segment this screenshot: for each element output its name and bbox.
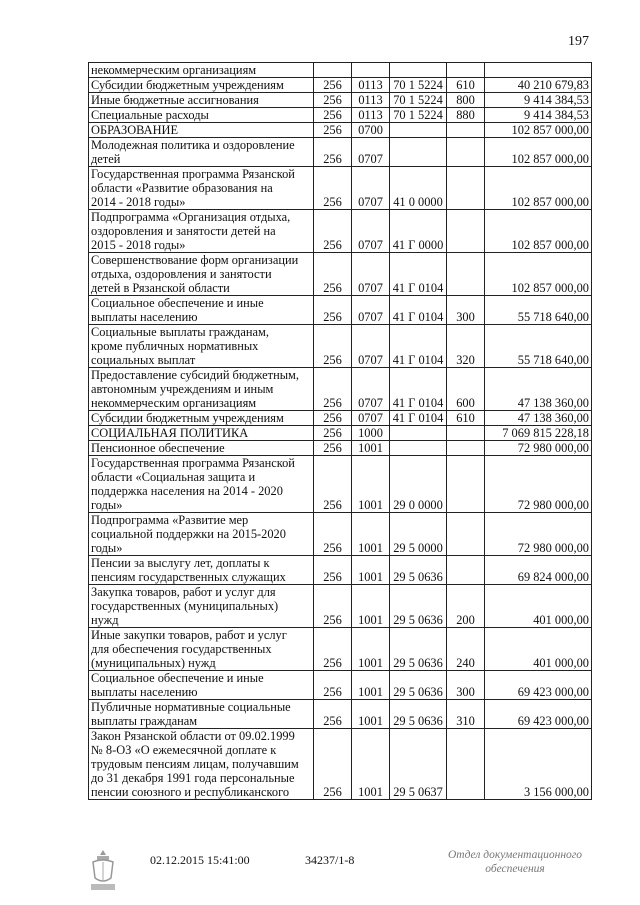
row-ved-cell: 256 [314, 411, 352, 426]
row-cs-cell: 29 5 0636 [390, 700, 447, 729]
row-ved-cell: 256 [314, 585, 352, 628]
table-row [89, 729, 592, 800]
row-ved-cell: 256 [314, 456, 352, 513]
row-rz-cell: 0707 [352, 325, 390, 368]
row-vr-cell: 300 [447, 671, 485, 700]
row-ved-cell: 256 [314, 167, 352, 210]
row-name-cell: Иные бюджетные ассигнования [89, 93, 314, 108]
row-name-cell: Закон Рязанской области от 09.02.1999 № 8-ОЗ «О ежемесячной доплате к трудовым пенсиям лицам, получавшим до 31 декабря 1991 года персональные пенсии союзного и республиканского [89, 729, 314, 800]
row-ved-cell: 256 [314, 108, 352, 123]
row-rz-cell: 1001 [352, 556, 390, 585]
row-cs-cell [390, 426, 447, 441]
table-row [89, 253, 592, 296]
row-sum-cell: 55 718 640,00 [485, 325, 592, 368]
row-sum-cell: 69 423 000,00 [485, 700, 592, 729]
row-cs-cell: 70 1 5224 [390, 78, 447, 93]
row-sum-cell: 47 138 360,00 [485, 368, 592, 411]
row-name-cell: Субсидии бюджетным учреждениям [89, 78, 314, 93]
row-vr-cell [447, 513, 485, 556]
row-sum-cell: 72 980 000,00 [485, 456, 592, 513]
row-name-cell: СОЦИАЛЬНАЯ ПОЛИТИКА [89, 426, 314, 441]
table-row [89, 368, 592, 411]
row-vr-cell: 800 [447, 93, 485, 108]
row-vr-cell: 310 [447, 700, 485, 729]
row-vr-cell: 610 [447, 78, 485, 93]
row-sum-cell: 401 000,00 [485, 628, 592, 671]
row-vr-cell [447, 729, 485, 800]
row-rz-cell: 0707 [352, 296, 390, 325]
row-name-cell: Молодежная политика и оздоровление детей [89, 138, 314, 167]
row-cs-cell [390, 138, 447, 167]
row-ved-cell: 256 [314, 729, 352, 800]
row-rz-cell: 0707 [352, 368, 390, 411]
row-cs-cell: 41 Г 0104 [390, 368, 447, 411]
row-name-cell: Государственная программа Рязанской области «Развитие образования на 2014 - 2018 годы» [89, 167, 314, 210]
row-name-cell: Предоставление субсидий бюджетным, автономным учреждениям и иным некоммерческим организациям [89, 368, 314, 411]
row-sum-cell: 102 857 000,00 [485, 138, 592, 167]
row-ved-cell: 256 [314, 93, 352, 108]
row-vr-cell [447, 456, 485, 513]
row-cs-cell [390, 123, 447, 138]
table-row [89, 628, 592, 671]
row-ved-cell: 256 [314, 441, 352, 456]
row-name-cell: Иные закупки товаров, работ и услуг для обеспечения государственных (муниципальных) нужд [89, 628, 314, 671]
row-rz-cell: 0113 [352, 78, 390, 93]
table-row [89, 513, 592, 556]
row-name-cell: Социальные выплаты гражданам, кроме публичных нормативных социальных выплат [89, 325, 314, 368]
row-ved-cell: 256 [314, 253, 352, 296]
row-vr-cell [447, 138, 485, 167]
table-row [89, 585, 592, 628]
row-sum-cell: 9 414 384,53 [485, 108, 592, 123]
row-cs-cell: 41 Г 0104 [390, 411, 447, 426]
table-row [89, 108, 592, 123]
row-vr-cell [447, 63, 485, 78]
row-vr-cell [447, 123, 485, 138]
row-vr-cell: 600 [447, 368, 485, 411]
row-sum-cell: 102 857 000,00 [485, 210, 592, 253]
row-ved-cell: 256 [314, 368, 352, 411]
row-ved-cell [314, 63, 352, 78]
table-row [89, 296, 592, 325]
row-cs-cell: 29 5 0636 [390, 585, 447, 628]
row-rz-cell: 0707 [352, 253, 390, 296]
row-vr-cell [447, 426, 485, 441]
row-ved-cell: 256 [314, 513, 352, 556]
table-row [89, 441, 592, 456]
row-sum-cell: 3 156 000,00 [485, 729, 592, 800]
row-sum-cell: 40 210 679,83 [485, 78, 592, 93]
row-cs-cell: 41 Г 0104 [390, 253, 447, 296]
table-row [89, 671, 592, 700]
row-sum-cell: 55 718 640,00 [485, 296, 592, 325]
row-sum-cell: 7 069 815 228,18 [485, 426, 592, 441]
row-rz-cell: 0707 [352, 411, 390, 426]
row-sum-cell: 47 138 360,00 [485, 411, 592, 426]
row-cs-cell: 29 5 0000 [390, 513, 447, 556]
row-ved-cell: 256 [314, 78, 352, 93]
row-rz-cell: 1001 [352, 628, 390, 671]
row-name-cell: некоммерческим организациям [89, 63, 314, 78]
row-sum-cell: 102 857 000,00 [485, 253, 592, 296]
row-ved-cell: 256 [314, 556, 352, 585]
row-rz-cell: 1001 [352, 729, 390, 800]
row-cs-cell: 29 5 0636 [390, 556, 447, 585]
row-name-cell: Закупка товаров, работ и услуг для государственных (муниципальных) нужд [89, 585, 314, 628]
row-ved-cell: 256 [314, 296, 352, 325]
row-cs-cell: 29 5 0637 [390, 729, 447, 800]
row-vr-cell: 300 [447, 296, 485, 325]
row-vr-cell [447, 253, 485, 296]
table-row [89, 123, 592, 138]
department-stamp: Отдел документационного обеспечения [447, 849, 583, 875]
row-name-cell: ОБРАЗОВАНИЕ [89, 123, 314, 138]
row-name-cell: Пенсионное обеспечение [89, 441, 314, 456]
row-sum-cell: 102 857 000,00 [485, 123, 592, 138]
row-rz-cell: 1001 [352, 513, 390, 556]
row-cs-cell: 41 Г 0104 [390, 325, 447, 368]
row-sum-cell: 69 423 000,00 [485, 671, 592, 700]
row-cs-cell: 41 Г 0104 [390, 296, 447, 325]
row-ved-cell: 256 [314, 325, 352, 368]
row-name-cell: Совершенствование форм организации отдыха, оздоровления и занятости детей в Рязанской области [89, 253, 314, 296]
row-vr-cell: 880 [447, 108, 485, 123]
row-rz-cell: 0113 [352, 93, 390, 108]
row-vr-cell [447, 167, 485, 210]
row-rz-cell: 1001 [352, 441, 390, 456]
row-cs-cell: 29 5 0636 [390, 628, 447, 671]
budget-table-body [89, 63, 592, 800]
row-sum-cell: 102 857 000,00 [485, 167, 592, 210]
row-vr-cell [447, 556, 485, 585]
row-cs-cell: 41 Г 0000 [390, 210, 447, 253]
row-vr-cell [447, 210, 485, 253]
row-vr-cell: 320 [447, 325, 485, 368]
row-name-cell: Пенсии за выслугу лет, доплаты к пенсиям государственных служащих [89, 556, 314, 585]
table-row [89, 456, 592, 513]
footer-datetime: 02.12.2015 15:41:00 [150, 853, 250, 867]
row-name-cell: Публичные нормативные социальные выплаты гражданам [89, 700, 314, 729]
row-sum-cell: 401 000,00 [485, 585, 592, 628]
row-vr-cell: 610 [447, 411, 485, 426]
row-sum-cell: 72 980 000,00 [485, 441, 592, 456]
row-rz-cell: 0707 [352, 167, 390, 210]
row-sum-cell: 69 824 000,00 [485, 556, 592, 585]
emblem-icon [88, 848, 118, 892]
table-row [89, 700, 592, 729]
table-row [89, 167, 592, 210]
row-name-cell: Специальные расходы [89, 108, 314, 123]
row-rz-cell: 1001 [352, 700, 390, 729]
row-vr-cell: 240 [447, 628, 485, 671]
row-cs-cell: 29 0 0000 [390, 456, 447, 513]
row-cs-cell: 41 0 0000 [390, 167, 447, 210]
row-ved-cell: 256 [314, 628, 352, 671]
row-rz-cell [352, 63, 390, 78]
row-ved-cell: 256 [314, 123, 352, 138]
row-vr-cell: 200 [447, 585, 485, 628]
row-rz-cell: 1001 [352, 456, 390, 513]
row-cs-cell [390, 441, 447, 456]
budget-table [88, 62, 592, 800]
row-cs-cell: 70 1 5224 [390, 93, 447, 108]
table-row [89, 411, 592, 426]
row-rz-cell: 0707 [352, 138, 390, 167]
table-row [89, 426, 592, 441]
row-name-cell: Социальное обеспечение и иные выплаты населению [89, 671, 314, 700]
row-name-cell: Социальное обеспечение и иные выплаты населению [89, 296, 314, 325]
row-sum-cell: 72 980 000,00 [485, 513, 592, 556]
row-rz-cell: 0700 [352, 123, 390, 138]
row-name-cell: Подпрограмма «Организация отдыха, оздоровления и занятости детей на 2015 - 2018 годы» [89, 210, 314, 253]
row-name-cell: Государственная программа Рязанской области «Социальная защита и поддержка населения на 2014 - 2020 годы» [89, 456, 314, 513]
row-cs-cell: 29 5 0636 [390, 671, 447, 700]
row-cs-cell: 70 1 5224 [390, 108, 447, 123]
table-row [89, 138, 592, 167]
row-sum-cell [485, 63, 592, 78]
row-cs-cell [390, 63, 447, 78]
table-row [89, 78, 592, 93]
row-ved-cell: 256 [314, 426, 352, 441]
row-name-cell: Субсидии бюджетным учреждениям [89, 411, 314, 426]
row-sum-cell: 9 414 384,53 [485, 93, 592, 108]
row-rz-cell: 1001 [352, 671, 390, 700]
row-rz-cell: 1001 [352, 585, 390, 628]
table-row [89, 556, 592, 585]
page-number: 197 [568, 34, 589, 49]
row-ved-cell: 256 [314, 671, 352, 700]
row-rz-cell: 1000 [352, 426, 390, 441]
table-row [89, 210, 592, 253]
footer-doc-id: 34237/1-8 [305, 853, 355, 867]
table-row [89, 325, 592, 368]
row-vr-cell [447, 441, 485, 456]
row-ved-cell: 256 [314, 138, 352, 167]
row-ved-cell: 256 [314, 210, 352, 253]
table-row [89, 63, 592, 78]
row-name-cell: Подпрограмма «Развитие мер социальной поддержки на 2015-2020 годы» [89, 513, 314, 556]
row-rz-cell: 0113 [352, 108, 390, 123]
row-ved-cell: 256 [314, 700, 352, 729]
table-row [89, 93, 592, 108]
row-rz-cell: 0707 [352, 210, 390, 253]
